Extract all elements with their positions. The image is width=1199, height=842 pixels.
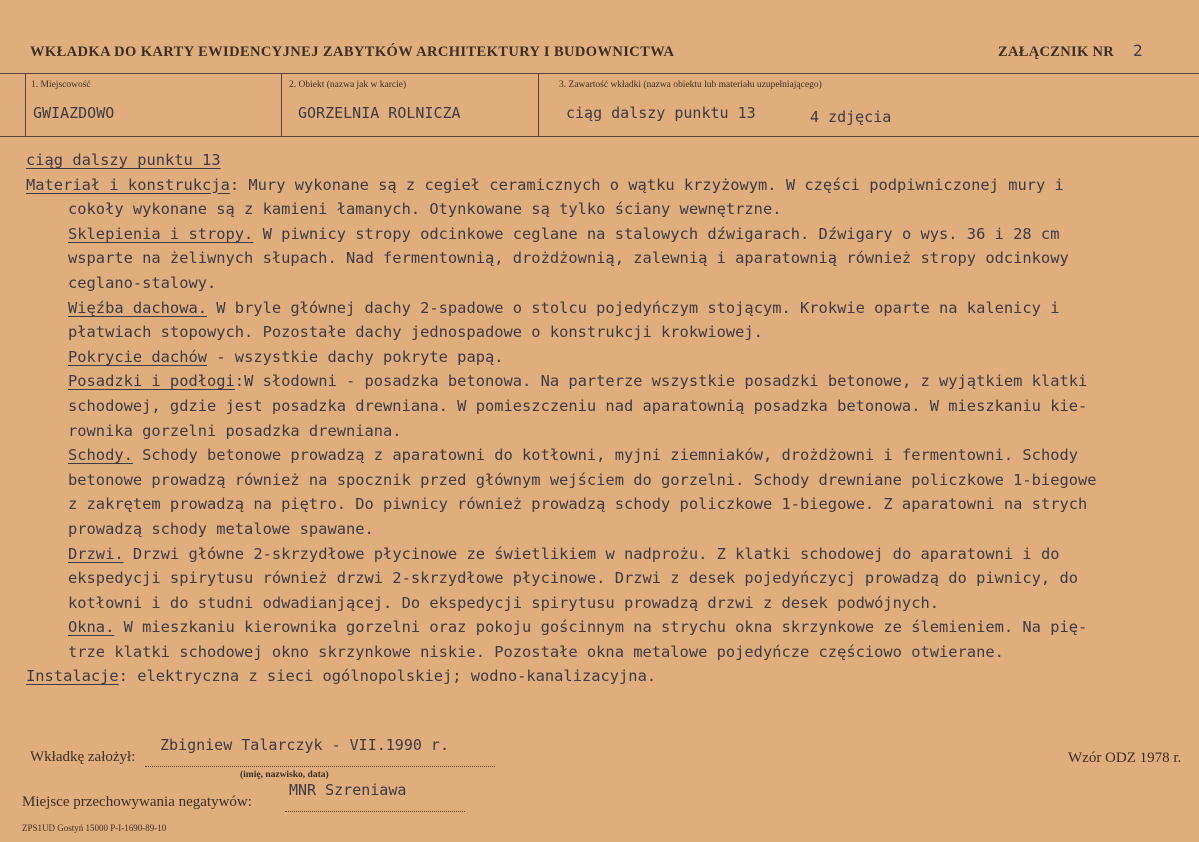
storage-dotted-line xyxy=(285,811,465,812)
content-extra: 4 zdjęcia xyxy=(810,108,892,126)
founded-value: Zbigniew Talarczyk - VII.1990 r. xyxy=(160,736,449,754)
founded-label: Wkładkę założył: xyxy=(30,749,136,765)
header-divider-top xyxy=(0,73,1199,74)
storage-value: MNR Szreniawa xyxy=(289,781,407,799)
object-value: GORZELNIA ROLNICZA xyxy=(298,104,461,122)
field-divider-2 xyxy=(538,73,539,136)
floor-text: rownika gorzelni posadzka drewniana. xyxy=(68,421,402,440)
locality-value: GWIAZDOWO xyxy=(33,104,115,122)
vault-text: wsparte na żeliwnych słupach. Nad fermentownią, drożdżownią, zalewnią i aparatownią również stropy odcinkowy xyxy=(68,249,1069,268)
print-code: ZPS1UD Gostyń 15000 P-I-1690-89-10 xyxy=(22,823,167,833)
founded-hint: (imię, nazwisko, data) xyxy=(240,770,329,780)
vault-text: ceglano-stalowy. xyxy=(68,273,217,292)
cover-heading: Pokrycie dachów xyxy=(68,347,207,366)
form-code: Wzór ODZ 1978 r. xyxy=(1068,750,1182,766)
object-label: 2. Obiekt (nazwa jak w karcie) xyxy=(289,80,407,90)
windows-text: W mieszkaniu kierownika gorzelni oraz pokoju gościnnym na strychu okna skrzynkowe ze ślemieniem. Na pię- xyxy=(114,618,1088,637)
locality-label: 1. Miejscowość xyxy=(31,80,91,90)
stairs-text: prowadzą schody metalowe spawane. xyxy=(68,519,374,538)
annex-label: ZAŁĄCZNIK NR xyxy=(998,44,1114,60)
doors-text: ekspedycji spirytusu również drzwi 2-skrzydłowe płycinowe. Drzwi z desek pojedyńczycj prowadzą do piwnicy, do xyxy=(68,569,1078,588)
cover-text: - wszystkie dachy pokryte papą. xyxy=(207,347,504,366)
install-heading: Instalacje xyxy=(26,667,119,686)
material-text: cokoły wykonane są z kamieni łamanych. Otynkowane są tylko ściany wewnętrzne. xyxy=(68,200,782,219)
windows-heading: Okna. xyxy=(68,618,115,637)
vault-text: W piwnicy stropy odcinkowe ceglane na stalowych dźwigarach. Dźwigary o wys. 36 i 28 cm xyxy=(253,224,1060,243)
floor-text: schodowej, gdzie jest posadzka drewniana. W pomieszczeniu nad aparatownią posadzka betonowa. W mieszkaniu kie- xyxy=(68,396,1088,415)
roof-heading: Więźba dachowa. xyxy=(68,298,207,317)
stairs-heading: Schody. xyxy=(68,446,133,465)
content-value: ciąg dalszy punktu 13 xyxy=(566,104,756,122)
floor-text: :W słodowni - posadzka betonowa. Na parterze wszystkie posadzki betonowe, z wyjątkiem klatki xyxy=(234,372,1088,391)
vault-heading: Sklepienia i stropy. xyxy=(68,224,254,243)
storage-label: Miejsce przechowywania negatywów: xyxy=(22,794,252,810)
content-label: 3. Zawartość wkładki (nazwa obiektu lub materiału uzupełniającego) xyxy=(559,80,822,90)
doors-heading: Drzwi. xyxy=(68,544,124,563)
doors-text: Drzwi główne 2-skrzydłowe płycinowe ze świetlikiem w nadprożu. Z klatki schodowej do aparatowni i do xyxy=(123,544,1060,563)
material-text: : Mury wykonane są z cegieł ceramicznych o wątku krzyżowym. W części podpiwniczonej mury i xyxy=(229,175,1064,194)
field-divider-1 xyxy=(281,73,282,136)
continuation-heading: ciąg dalszy punktu 13 xyxy=(26,151,221,169)
install-text: : elektryczna z sieci ogólnopolskiej; wodno-kanalizacyjna. xyxy=(118,667,657,686)
header-divider-bottom xyxy=(0,136,1199,137)
typed-description xyxy=(26,148,1196,689)
field-divider-left xyxy=(25,73,26,136)
roof-text: W bryle głównej dachy 2-spadowe o stolcu pojedyńczym stojącym. Krokwie oparte na kalenicy i xyxy=(207,298,1060,317)
material-heading: Materiał i konstrukcja xyxy=(26,175,230,194)
stairs-text: Schody betonowe prowadzą z aparatowni do kotłowni, myjni ziemniaków, drożdżowni i fermentowni. Schody xyxy=(132,446,1079,465)
windows-text: trze klatki schodowej okno skrzynkowe niskie. Pozostałe okna metalowe pojedyńcze częściowo otwierane. xyxy=(68,642,1004,661)
stairs-text: z zakrętem prowadzą na piętro. Do piwnicy również prowadzą schody policzkowe 1-biegowe. Z aparatowni na strych xyxy=(68,495,1088,514)
roof-text: płatwiach stopowych. Pozostałe dachy jednospadowe o konstrukcji krokwiowej. xyxy=(68,323,763,342)
stairs-text: betonowe prowadzą również na spocznik przed głównym wejściem do gorzelni. Schody drewniane policzkowe 1-biegowe xyxy=(68,470,1097,489)
founded-dotted-line xyxy=(145,766,495,767)
card-title: WKŁADKA DO KARTY EWIDENCYJNEJ ZABYTKÓW ARCHITEKTURY I BUDOWNICTWA xyxy=(30,44,675,60)
floor-heading: Posadzki i podłogi xyxy=(68,372,235,391)
doors-text: kotłowni i do studni odwadianjącej. Do ekspedycji spirytusu prowadzą drzwi z desek podwójnych. xyxy=(68,593,939,612)
annex-number: 2 xyxy=(1133,41,1143,60)
